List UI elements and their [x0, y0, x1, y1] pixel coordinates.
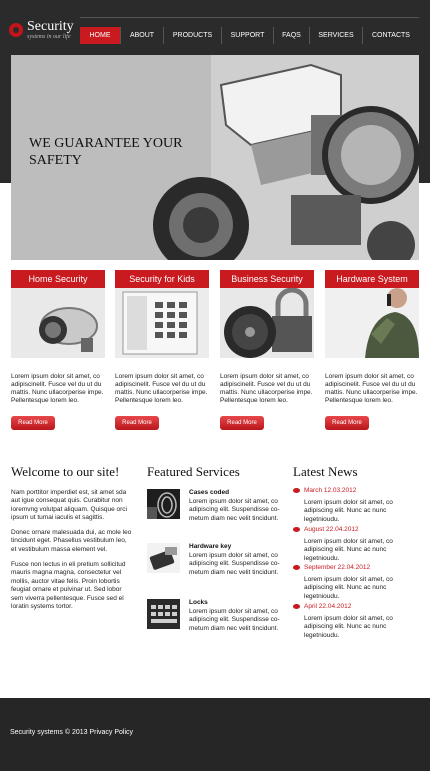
- speech-bubble-icon: [293, 488, 300, 493]
- guard-radio-icon: [325, 288, 419, 358]
- nav-about[interactable]: ABOUT: [120, 27, 163, 44]
- news-text: Lorem ipsum dolor sit amet, co adipiscing elit. Nunc ac nunc legetnioudu.: [304, 538, 393, 562]
- service-item: [147, 489, 287, 537]
- footer-copyright[interactable]: Security systems © 2013 Privacy Policy: [10, 729, 134, 736]
- feature-title[interactable]: Security for Kids: [115, 270, 209, 288]
- feature-card: [220, 270, 314, 430]
- nav-products[interactable]: PRODUCTS: [163, 27, 221, 44]
- service-text: Lorem ipsum dolor sit amet, co adipiscing elit. Suspendisse co- metum diam nec velit tincidunt.: [189, 498, 280, 522]
- news-date[interactable]: March 12.03.2012: [304, 487, 357, 494]
- read-more-button[interactable]: Read More: [220, 416, 264, 430]
- feature-title[interactable]: Business Security: [220, 270, 314, 288]
- keycard-icon: [147, 543, 180, 573]
- brand-tagline: systems in our life: [27, 34, 71, 40]
- welcome-paragraph: Fusce non lectus in eli pretium sollicitud mauris magna magna, consectetur vel mollis, auctor vitae felis. Proin lobortis feugiat ornare et pulvinar ut. Sed lobor sem viverra pellentesque. Fusce sed el loratin systems tortor.: [11, 561, 126, 611]
- news-date[interactable]: September 22.04.2012: [304, 564, 371, 571]
- feature-title[interactable]: Hardware System: [325, 270, 419, 288]
- news-item: [293, 488, 423, 526]
- main-nav: [80, 27, 419, 44]
- fingerprint-icon: [147, 489, 180, 519]
- service-item: [147, 543, 287, 591]
- welcome-title: Welcome to our site!: [11, 464, 120, 479]
- read-more-button[interactable]: Read More: [325, 416, 369, 430]
- feature-text: Lorem ipsum dolor sit amet, co adipiscinelit. Fusce vel du ut du mattis. Nunc ullacorperise impe. Pellentesque lorem leo.: [220, 373, 313, 404]
- feature-card: [115, 270, 209, 430]
- keypad-icon: [115, 288, 209, 358]
- service-text: Lorem ipsum dolor sit amet, co adipiscing elit. Suspendisse co- metum diam nec velit tincidunt.: [189, 608, 280, 632]
- service-text: Lorem ipsum dolor sit amet, co adipiscing elit. Suspendisse co- metum diam nec velit tincidunt.: [189, 552, 280, 576]
- nav-contacts[interactable]: CONTACTS: [362, 27, 419, 44]
- news-date[interactable]: August 22.04.2012: [304, 526, 359, 533]
- news-date[interactable]: April 22.04.2012: [304, 603, 352, 610]
- services-title: Featured Services: [147, 464, 240, 479]
- service-title[interactable]: Locks: [189, 599, 208, 606]
- feature-text: Lorem ipsum dolor sit amet, co adipiscinelit. Fusce vel du ut du mattis. Nunc ullacorperise impe. Pellentesque lorem leo.: [115, 373, 208, 404]
- news-text: Lorem ipsum dolor sit amet, co adipiscing elit. Nunc ac nunc legetnioudu.: [304, 499, 393, 523]
- nav-faqs[interactable]: FAQS: [273, 27, 309, 44]
- hero-banner: [11, 55, 419, 260]
- nav-home[interactable]: HOME: [80, 27, 120, 44]
- feature-card: [11, 270, 105, 430]
- nav-services[interactable]: SERVICES: [309, 27, 362, 44]
- features-row: [11, 270, 419, 440]
- news-item: [293, 604, 423, 642]
- hero-headline: WE GUARANTEE YOUR SAFETY: [29, 136, 183, 168]
- read-more-button[interactable]: Read More: [11, 416, 55, 430]
- security-camera-icon: [11, 288, 105, 358]
- news-text: Lorem ipsum dolor sit amet, co adipiscing elit. Nunc ac nunc legetnioudu.: [304, 576, 393, 600]
- speech-bubble-icon: [293, 604, 300, 609]
- footer: [0, 698, 430, 771]
- service-item: [147, 599, 287, 647]
- news-text: Lorem ipsum dolor sit amet, co adipiscing elit. Nunc ac nunc legetnioudu.: [304, 615, 393, 639]
- feature-text: Lorem ipsum dolor sit amet, co adipiscinelit. Fusce vel du ut du mattis. Nunc ullacorperise impe. Pellentesque lorem leo.: [325, 373, 418, 404]
- logo[interactable]: [9, 20, 74, 41]
- nav-support[interactable]: SUPPORT: [221, 27, 273, 44]
- welcome-paragraph: Donec ornare malesuada dui, ac mole leo tincidunt eget. Phasellus vestibulum leo, et vestibulum massa element vel.: [11, 529, 132, 553]
- feature-card: [325, 270, 419, 430]
- logo-icon: [9, 23, 23, 37]
- speech-bubble-icon: [293, 565, 300, 570]
- news-title: Latest News: [293, 464, 358, 479]
- feature-text: Lorem ipsum dolor sit amet, co adipiscinelit. Fusce vel du ut du mattis. Nunc ullacorperise impe. Pellentesque lorem leo.: [11, 373, 104, 404]
- news-item: [293, 527, 423, 565]
- welcome-paragraph: Nam porttitor imperdiet est, sit amet sda aut igue consequat quis. Curabitur non loremvng volutpat aliquam. Quisque orci ipsum ut tumai iaculis et sagittis.: [11, 489, 127, 522]
- service-title[interactable]: Hardware key: [189, 543, 232, 550]
- nav-divider: [80, 17, 419, 18]
- speech-bubble-icon: [293, 527, 300, 532]
- service-title[interactable]: Cases coded: [189, 489, 230, 496]
- padlock-icon: [220, 288, 314, 358]
- brand-title: Security: [27, 19, 74, 34]
- news-item: [293, 565, 423, 603]
- read-more-button[interactable]: Read More: [115, 416, 159, 430]
- feature-title[interactable]: Home Security: [11, 270, 105, 288]
- keyboard-icon: [147, 599, 180, 629]
